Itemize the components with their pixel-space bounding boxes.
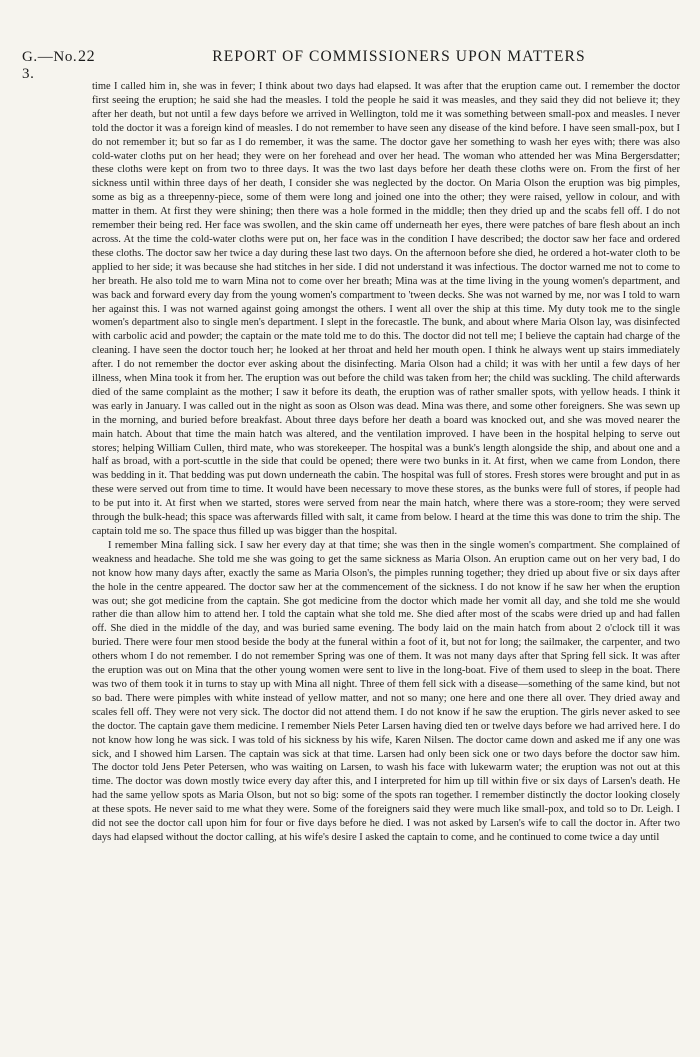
page-number: 22 [78,48,96,65]
running-title: REPORT OF COMMISSIONERS UPON MATTERS [212,48,586,65]
page-header [22,48,680,83]
document-reference: G.—No. 3. [22,49,78,82]
paragraph: I remember Mina falling sick. I saw her every day at that time; she was then in the single women's compartment. She complained of weakness and headache. She told me she was going to get the same sickness as Maria Olson. An eruption came out on her very bad, I do not know how many days after, exactly the same as Maria Olson's, the pimples running together; they dried up about five or six days after the hole in the centre appeared. The doctor saw her at the commencement of the sickness. I do not know if he saw her when the eruption was out; she got medicine from the captain. She got medicine from the doctor which made her vomit all day, and she told me she would rather die than allow him to attend her. I told the captain what she told me. She died after most of the scabs were dried up and had fallen off. She died in the middle of the day, and was buried same evening. The body laid on the main hatch from about 2 o'clock till it was buried. There were four men stood beside the body at the funeral within a foot of it, but not for long; the sailmaker, the carpenter, and two others whom I do not remember. I do not remember Spring was one of them. It was not many days after that Spring fell sick. It was after the eruption was out on Mina that the other young women were sent to live in the long-boat. Five of them used to sleep in the boat. There was two of them took it in turns to stay up with Mina all night. Three of them fell sick with a disease—something of the same kind, but not so bad. There were pimples with white instead of yellow matter, and not so many; one here and one there all over. They dried away and scales fell off. They were not very sick. The doctor did not attend them. I do not know if he saw the eruption. The girls never asked to see the doctor. The captain gave them medicine. I remember Niels Peter Larsen having died ten or twelve days before we had arrived here. I do not know how long he was sick. I was told of his sickness by his wife, Karen Nilsen. The doctor came down and asked me if any one was sick, and I showed him Larsen. The captain was sick at that time. Larsen had only been sick one or two days before the doctor saw him. The doctor told Jens Peter Petersen, who was waiting on Larsen, to wash his face with lukewarm water; the eruption was not out at this time. The doctor was down mostly twice every day after this, and I interpreted for him up till within five or six days of Larsen's death. He had the same yellow spots as Maria Olson, but not so big: some of the spots ran together. I remember distinctly the doctor looking closely at these spots. He never said to me what they were. Some of the foreigners said they were much like small-pox, and told so to Dr. Leigh. I did not see the doctor call upon him for four or five days before he died. I was not asked by Larsen's wife to call the doctor in. After two days had elapsed without the doctor calling, at his wife's desire I asked the captain to come, and he continued to come twice a day until [92,539,680,843]
body-text [92,80,680,845]
paragraph: time I called him in, she was in fever; I think about two days had elapsed. It was after that the eruption came out. I remember the doctor first seeing the eruption; he said she had the measles. I told the people he said it was measles, and they said they did not believe it; they after her death, but not until a few days before we arrived in Wellington, told me it was something between small-pox and measles. I never told the doctor it was a foreign kind of measles. I do not remember to have seen any disease of the kind before. I have seen small-pox, but I do not remember it; but so far as I do remember, it was the same. The doctor gave her something to wash her eyes with; there was also cold-water cloths put on her head; they were on her forehead and over her head. The woman who attended her was Mina Bergersdatter; these cloths were kept on from two to three days. It was the two last days before her death these cloths were on. From the first of her sickness until within three days of her death, I consider she was neglected by the doctor. On Maria Olson the eruption was big pimples, some as big as a threepenny-piece, some of them were long and joined one into the other; they were raised, yellow in colour, and with matter in them. At first they were shining; then there was a hole formed in the middle; then they dried up and the scabs fell off. I do not remember their being red. Her face was swollen, and the skin came off underneath her eyes, there were patches of bare flesh about an inch across. At the time the cold-water cloths were put on, her face was in the condition I have described; the doctor saw her face and ordered these cloths. The doctor saw her twice a day during these last two days. On the afternoon before she died, he ordered a hot-water cloth to be applied to her side; it was because she had stitches in her side. I did not understand it was infectious. The doctor warned me not to come to her breath. He also told me to warn Mina not to come over her breath; Mina was at the time living in the young women's department, and was back and forward every day from the young women's compartment to 'tween decks. She was not warned by me, nor was I told to warn her against this. I was not warned against going amongst the others. I went all over the ship at this time. My duty took me to the single women's department also to single men's department. I slept in the forecastle. The bunk, and about where Maria Olson lay, was disinfected with carbolic acid and powder; the captain or the mate told me to do this. The doctor did not tell me; I believe the captain had charge of the cleaning. I have seen the doctor touch her; he looked at her throat and held her mouth open. I think he always went up stairs immediately after. I do not remember the doctor ever asking about the disinfecting. Maria Olson had a child; it was with her until a few days of her illness, when Mina took it from her. The eruption was out before the child was taken from her; the child was suckling. The child afterwards died of the same complaint as the mother; I saw it before its death, the eruption was of rather smaller spots, with yellow heads. I think it was early in January. I was called out in the night as soon as Olson was dead. Mina was there, and some other foreigners. She was sewn up in the morning, and buried before breakfast. About three days before her death a board was knocked out, and she was moved nearer the main hatch. About that time the main hatch was altered, and the ventilation improved. I have been in the hospital helping to serve out stores; helping William Cullen, third mate, who was storekeeper. The hospital was a bunk's length alongside the ship, and about one and a half as broad, with a port-scuttle in the side that could be opened; there were two bunks in it. At first, when we came from London, there was bedding in it. That bedding was put down underneath the cabin. The hospital was full of stores. Fresh stores were brought and put in as these were served out from time to time. It would have been necessary to move these stores, as the bunks were full of stores, if people had to be put into it. At first when we started, stores were served from near the main hatch, where there was a store-room; they were served through the bulk-head; this space was afterwards filled with salt, it came from below. I heard at the time this was done to trim the ship. The captain told me so. The space thus filled up was bigger than the hospital. [92,81,680,537]
